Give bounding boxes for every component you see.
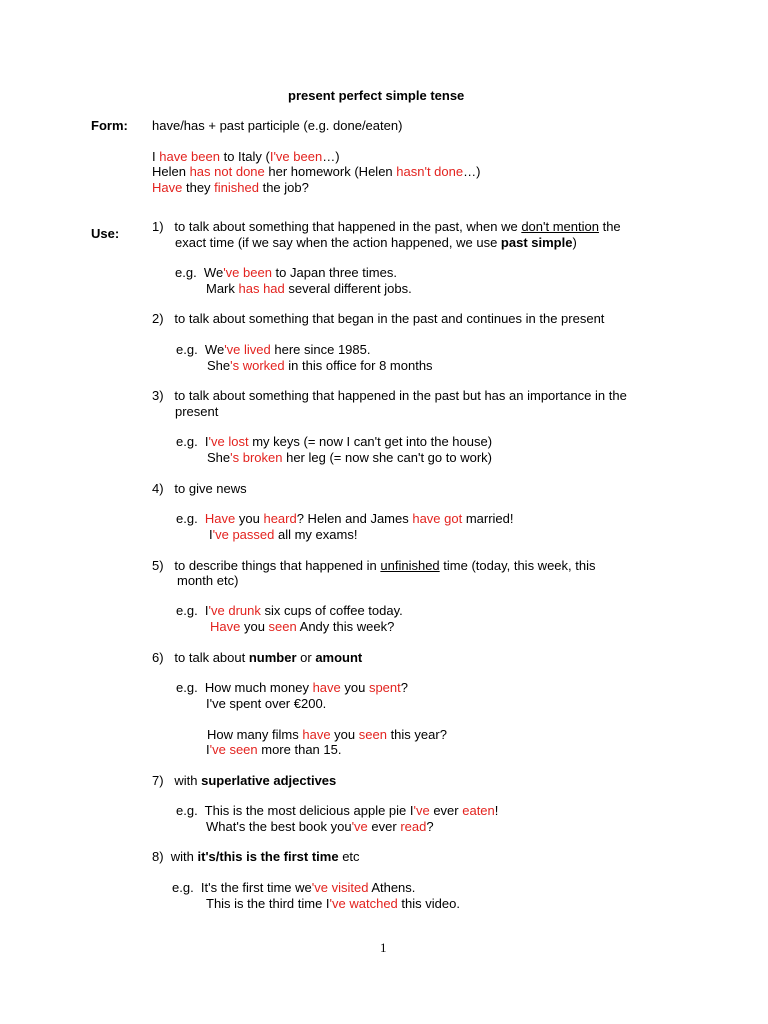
use-line: [207, 358, 433, 374]
bold-term: it's/this is the first time: [197, 849, 339, 864]
use-line: [175, 235, 577, 251]
highlighted-verb: seen: [268, 619, 297, 634]
text-segment: 5) to describe things that happened in: [152, 558, 381, 573]
bold-term: amount: [315, 650, 363, 665]
text-segment: ever: [429, 803, 463, 818]
text-segment: What's the best book you: [206, 819, 352, 834]
text-segment: I: [209, 527, 213, 542]
text-segment: all my exams!: [274, 527, 358, 542]
use-line: [152, 388, 627, 404]
highlighted-verb: eaten: [462, 803, 495, 818]
text-segment: e.g. We: [176, 342, 225, 357]
text-segment: time (today, this week, this: [439, 558, 596, 573]
text-segment: you: [235, 511, 264, 526]
highlighted-verb: 've drunk: [208, 603, 261, 618]
text-segment: This is the third time I: [206, 896, 330, 911]
text-segment: Andy this week?: [296, 619, 395, 634]
use-line: [206, 742, 341, 758]
highlighted-verb: 've seen: [209, 742, 258, 757]
text-segment: Mark: [206, 281, 239, 296]
highlighted-verb: 's worked: [230, 358, 285, 373]
text-segment: e.g. It's the first time we: [172, 880, 312, 895]
use-line: [172, 880, 415, 896]
highlighted-verb: 's broken: [230, 450, 283, 465]
bold-term: superlative adjectives: [201, 773, 337, 788]
text-segment: 6) to talk about: [152, 650, 249, 665]
use-line: [152, 773, 336, 789]
use-line: [207, 450, 492, 466]
underlined-term: unfinished: [380, 558, 440, 573]
text-segment: e.g.: [176, 511, 205, 526]
text-segment: you: [330, 727, 359, 742]
use-line: [152, 558, 596, 574]
text-segment: ? Helen and James: [296, 511, 413, 526]
use-line: [176, 342, 370, 358]
highlighted-verb: read: [400, 819, 427, 834]
text-segment: you: [340, 680, 369, 695]
page-title: present perfect simple tense: [288, 88, 465, 103]
text-segment: 4) to give news: [152, 481, 247, 496]
text-segment: month etc): [177, 573, 239, 588]
text-segment: She: [207, 450, 231, 465]
highlighted-verb: 've watched: [329, 896, 398, 911]
text-segment: her leg (= now she can't go to work): [282, 450, 492, 465]
text-segment: 1) to talk about something that happened in the past, when we: [152, 219, 522, 234]
highlighted-verb: 've lost: [208, 434, 249, 449]
use-line: [152, 311, 604, 327]
text-segment: in this office for 8 months: [284, 358, 433, 373]
highlighted-verb: heard: [263, 511, 297, 526]
text-segment: the job?: [258, 180, 309, 195]
text-segment: exact time (if we say when the action happened, we use: [175, 235, 501, 250]
text-segment: to Italy (: [219, 149, 270, 164]
use-line: [176, 680, 408, 696]
text-segment: six cups of coffee today.: [260, 603, 403, 618]
text-segment: you: [240, 619, 269, 634]
highlighted-verb: 've: [413, 803, 430, 818]
text-segment: or: [296, 650, 316, 665]
text-segment: 3) to talk about something that happened in the past but has an importance in the: [152, 388, 627, 403]
use-line: [206, 896, 460, 912]
text-segment: 7) with: [152, 773, 202, 788]
use-line: [209, 527, 357, 543]
use-line: [175, 404, 218, 420]
text-segment: e.g. This is the most delicious apple pie I: [176, 803, 414, 818]
text-segment: ?: [400, 680, 408, 695]
text-segment: more than 15.: [257, 742, 342, 757]
highlighted-verb: Have: [152, 180, 183, 195]
text-segment: …): [463, 164, 481, 179]
highlighted-verb: 've passed: [212, 527, 275, 542]
text-segment: I: [152, 149, 160, 164]
use-label: Use:: [91, 226, 120, 241]
text-segment: e.g. I: [176, 603, 209, 618]
form-example: [152, 180, 309, 196]
use-line: [206, 819, 434, 835]
text-segment: the: [598, 219, 621, 234]
highlighted-verb: I've been: [269, 149, 323, 164]
text-segment: I've spent over €200.: [206, 696, 327, 711]
highlighted-verb: 've been: [223, 265, 272, 280]
text-segment: How many films: [207, 727, 303, 742]
highlighted-verb: finished: [214, 180, 259, 195]
text-segment: married!: [462, 511, 514, 526]
text-segment: !: [494, 803, 499, 818]
text-segment: She: [207, 358, 231, 373]
text-segment: to Japan three times.: [271, 265, 397, 280]
text-segment: her homework (Helen: [264, 164, 397, 179]
bold-term: number: [248, 650, 297, 665]
text-segment: …): [322, 149, 340, 164]
use-line: [176, 603, 403, 619]
use-line: [152, 481, 247, 497]
use-line: [177, 573, 238, 589]
text-segment: Helen: [152, 164, 190, 179]
text-segment: ): [572, 235, 577, 250]
highlighted-verb: have got: [412, 511, 463, 526]
highlighted-verb: 've visited: [311, 880, 369, 895]
text-segment: this video.: [397, 896, 460, 911]
form-example: [152, 164, 480, 180]
text-segment: etc: [338, 849, 360, 864]
use-line: [206, 281, 412, 297]
text-segment: several different jobs.: [284, 281, 412, 296]
text-segment: 8) with: [152, 849, 198, 864]
use-line: [206, 696, 326, 712]
use-line: [207, 727, 447, 743]
use-line: [176, 511, 514, 527]
use-line: [152, 650, 362, 666]
underlined-term: don't mention: [521, 219, 599, 234]
highlighted-verb: Have: [204, 511, 236, 526]
text-segment: present: [175, 404, 219, 419]
text-segment: e.g. We: [175, 265, 224, 280]
highlighted-verb: Have: [210, 619, 241, 634]
text-segment: they: [182, 180, 215, 195]
use-line: [176, 434, 492, 450]
text-segment: e.g. How much money: [176, 680, 313, 695]
highlighted-verb: seen: [358, 727, 387, 742]
highlighted-verb: 've lived: [224, 342, 271, 357]
use-line: [152, 219, 621, 235]
use-line: [176, 803, 498, 819]
highlighted-verb: have: [312, 680, 341, 695]
form-label: Form:: [91, 118, 128, 133]
use-line: [175, 265, 397, 281]
text-segment: ever: [367, 819, 401, 834]
text-segment: e.g. I: [176, 434, 209, 449]
page-number: 1: [380, 940, 387, 955]
highlighted-verb: spent: [368, 680, 401, 695]
highlighted-verb: have been: [159, 149, 220, 164]
use-line: [210, 619, 394, 635]
text-segment: here since 1985.: [270, 342, 371, 357]
text-segment: 2) to talk about something that began in the past and continues in the present: [152, 311, 605, 326]
text-segment: I: [206, 742, 210, 757]
text-segment: Athens.: [368, 880, 416, 895]
highlighted-verb: hasn't done: [396, 164, 464, 179]
highlighted-verb: has had: [238, 281, 285, 296]
highlighted-verb: has not done: [189, 164, 265, 179]
bold-term: past simple: [500, 235, 573, 250]
text-segment: my keys (= now I can't get into the house): [248, 434, 493, 449]
form-rule: have/has + past participle (e.g. done/eaten): [152, 118, 403, 133]
highlighted-verb: have: [302, 727, 331, 742]
text-segment: this year?: [386, 727, 447, 742]
text-segment: ?: [426, 819, 434, 834]
use-line: [152, 849, 360, 865]
form-example: [152, 149, 340, 165]
highlighted-verb: 've: [351, 819, 368, 834]
